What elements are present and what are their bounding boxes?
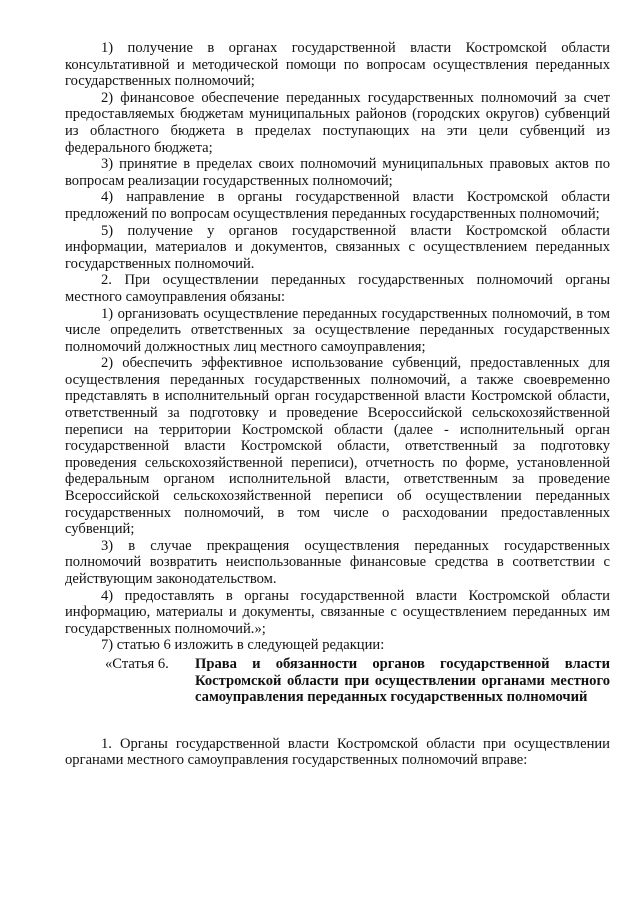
spacer <box>65 706 610 736</box>
paragraph: 3) в случае прекращения осуществления переданных государственных полномочий возвратить неиспользованные финансовые средства в соответствии с действующим законодательством. <box>65 537 610 587</box>
paragraph: 1) организовать осуществление переданных государственных полномочий, в том числе определить ответственных за осуществление переданных государственных полномочий должностных лиц местного самоуправления; <box>65 305 610 355</box>
paragraph: 3) принятие в пределах своих полномочий муниципальных правовых актов по вопросам реализации государственных полномочий; <box>65 156 610 189</box>
article-heading <box>65 656 610 706</box>
article-title: Права и обязанности органов государственной власти Костромской области при осуществлении органами местного самоуправления переданных государственных полномочий <box>195 655 610 706</box>
paragraph: 5) получение у органов государственной власти Костромской области информации, материалов и документов, связанных с осуществлением переданных государственных полномочий. <box>65 222 610 272</box>
paragraph: 7) статью 6 изложить в следующей редакции: <box>101 637 385 654</box>
paragraph: 2) обеспечить эффективное использование субвенций, предоставленных для осуществления переданных государственных полномочий, а также своевременно представлять в исполнительный орган государственной власти Костромской области, ответственный за подготовку и проведение Всероссийской сельскохозяйственной переписи на территории Костромской области (далее - исполнительный орган государственной власти Костромской области, ответственный за подготовку проведения сельскохозяйственной переписи), отчетность по форме, установленной федеральным органом исполнительной власти, ответственным за проведение Всероссийской сельскохозяйственной переписи об осуществлении переданных государственных полномочий, в том числе о расходовании предоставленных субвенций; <box>65 355 610 538</box>
paragraph: 1. Органы государственной власти Костромской области при осуществлении органами местного самоуправления государственных полномочий вправе: <box>65 735 610 769</box>
paragraph: 4) предоставлять в органы государственной власти Костромской области информацию, материалы и документы, связанные с осуществлением переданных им государственных полномочий.»; <box>65 587 610 637</box>
paragraph: 4) направление в органы государственной власти Костромской области предложений по вопросам осуществления переданных государственных полномочий; <box>65 189 610 222</box>
article-label: «Статья 6. <box>105 655 169 672</box>
paragraph: 2. При осуществлении переданных государственных полномочий органы местного самоуправления обязаны: <box>65 272 610 305</box>
paragraph: 1) получение в органах государственной власти Костромской области консультативной и методической помощи по вопросам осуществления переданных государственных полномочий; <box>65 40 610 90</box>
paragraph: 2) финансовое обеспечение переданных государственных полномочий за счет предоставляемых бюджетам муниципальных районов (городских округов) субвенций из областного бюджета в пределах поступающих на эти цели субвенций из федерального бюджета; <box>65 89 610 156</box>
